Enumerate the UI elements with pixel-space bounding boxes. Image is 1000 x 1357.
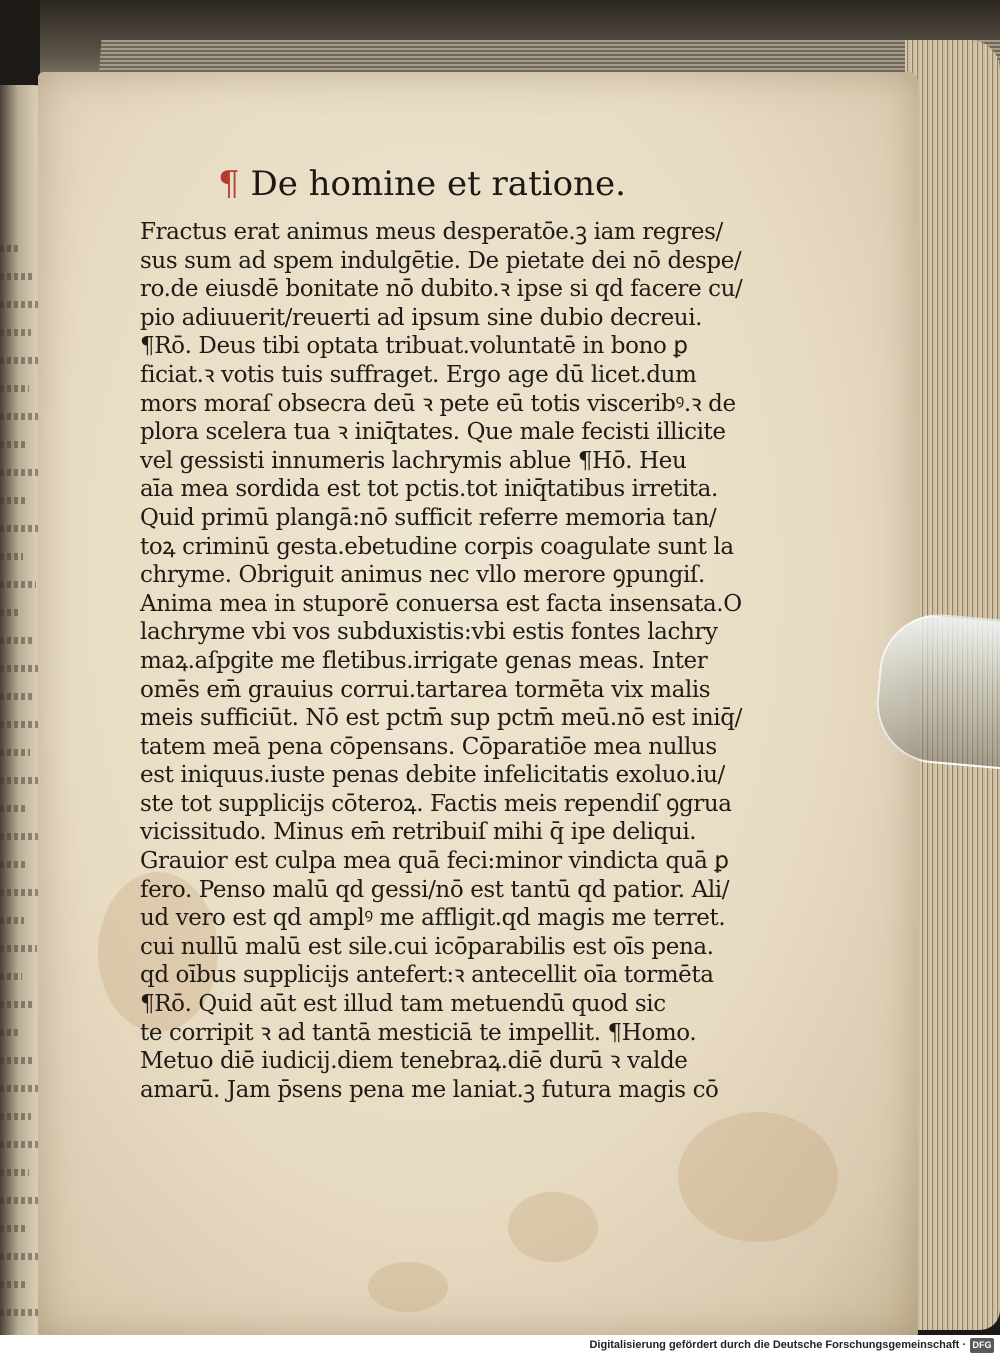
page-heading — [218, 160, 780, 208]
text-line: ¶Rō. Deus tibi optata tribuat.voluntatē in bono ꝑ — [140, 333, 688, 360]
text-line: plora scelera tua ꝛ iniq̄tates. Que male fecisti illicite — [140, 419, 726, 446]
text-line: ud vero est qd amplꝰ me affligit.qd magis me terret. — [140, 905, 726, 932]
text-line: Quid primū plangā:nō sufficit referre memoria tan/ — [140, 504, 717, 531]
text-line: Fractus erat animus meus desperatōe.ꝫ iam regres/ — [140, 219, 723, 245]
funding-note: Digitalisierung gefördert durch die Deutsche Forschungsgemeinschaft · — [589, 1339, 966, 1351]
text-line: Metuo diē iudicij.diem tenebraꝝ.diē durū ꝛ valde — [140, 1048, 688, 1075]
text-line: toꝝ criminū gesta.ebetudine corpis coagulate sunt la — [140, 533, 734, 560]
text-line: ¶Rō. Quid aūt est illud tam metuendū quod sic — [140, 991, 666, 1018]
text-line: tatem meā pena cōpensans. Cōparatiōe mea nullus — [140, 733, 717, 760]
text-line: aīa mea sordida est tot pctis.tot iniq̄tatibus irretita. — [140, 476, 718, 503]
text-line: meis sufficiūt. Nō est pctm̄ sup pctm̄ meū.nō est iniq̄/ — [140, 705, 742, 732]
text-line: vel gessisti innumeris lachrymis ablue ¶Hō. Heu — [140, 447, 687, 474]
text-line: fero. Penso malū qd gessi/nō est tantū qd patior. Ali/ — [140, 876, 730, 903]
body-text — [140, 218, 780, 1104]
text-line: ste tot supplicijs cōteroꝝ. Factis meis rependiſ ꝯgrua — [140, 790, 732, 817]
text-line: Anima mea in stuporē conuersa est facta insensata.O — [140, 590, 742, 617]
text-line: te corripit ꝛ ad tantā mesticiā te impellit. ¶Homo. — [140, 1019, 697, 1046]
text-line: est iniquus.iuste penas debite infelicitatis exoluo.iu/ — [140, 762, 725, 789]
text-line: mors moraſ obsecra deū ꝛ pete eū totis visceribꝰ.ꝛ de — [140, 390, 736, 417]
text-line: omēs em̄ grauius corrui.tartarea tormēta vix malis — [140, 676, 711, 703]
text-line: chryme. Obriguit animus nec vllo merore ꝯpungiſ. — [140, 562, 705, 589]
text-line: sus sum ad spem indulgētie. De pietate dei nō despe/ — [140, 247, 742, 274]
text-block — [140, 160, 780, 1104]
text-line: pio adiuuerit/reuerti ad ipsum sine dubio decreui. — [140, 304, 703, 331]
text-line: qd oībus supplicijs antefert:ꝛ antecellit oīa tormēta — [140, 962, 714, 989]
dfg-logo-icon: DFG — [970, 1338, 994, 1353]
text-line: ro.de eiusdē bonitate nō dubito.ꝛ ipse si qd facere cu/ — [140, 276, 743, 303]
text-line: cui nullū malū est sile.cui icōparabilis est oīs pena. — [140, 933, 714, 960]
text-line: amarū. Jam p̄sens pena me laniat.ꝫ futura magis cō — [140, 1076, 719, 1103]
text-line: maꝝ.aſpgite me fletibus.irrigate genas meas. Inter — [140, 647, 708, 674]
heading-text: De homine et ratione. — [250, 164, 626, 204]
paragraph-mark-icon: ¶ — [218, 164, 240, 204]
text-line: ficiat.ꝛ votis tuis suffraget. Ergo age dū licet.dum — [140, 361, 697, 388]
text-line: vicissitudo. Minus em̄ retribuiſ mihi q̄ ipe deliqui. — [140, 819, 697, 846]
text-line: lachryme vbi vos subduxistis:vbi estis fontes lachry — [140, 619, 718, 646]
text-line: Grauior est culpa mea quā feci:minor vindicta quā ꝑ — [140, 848, 729, 875]
